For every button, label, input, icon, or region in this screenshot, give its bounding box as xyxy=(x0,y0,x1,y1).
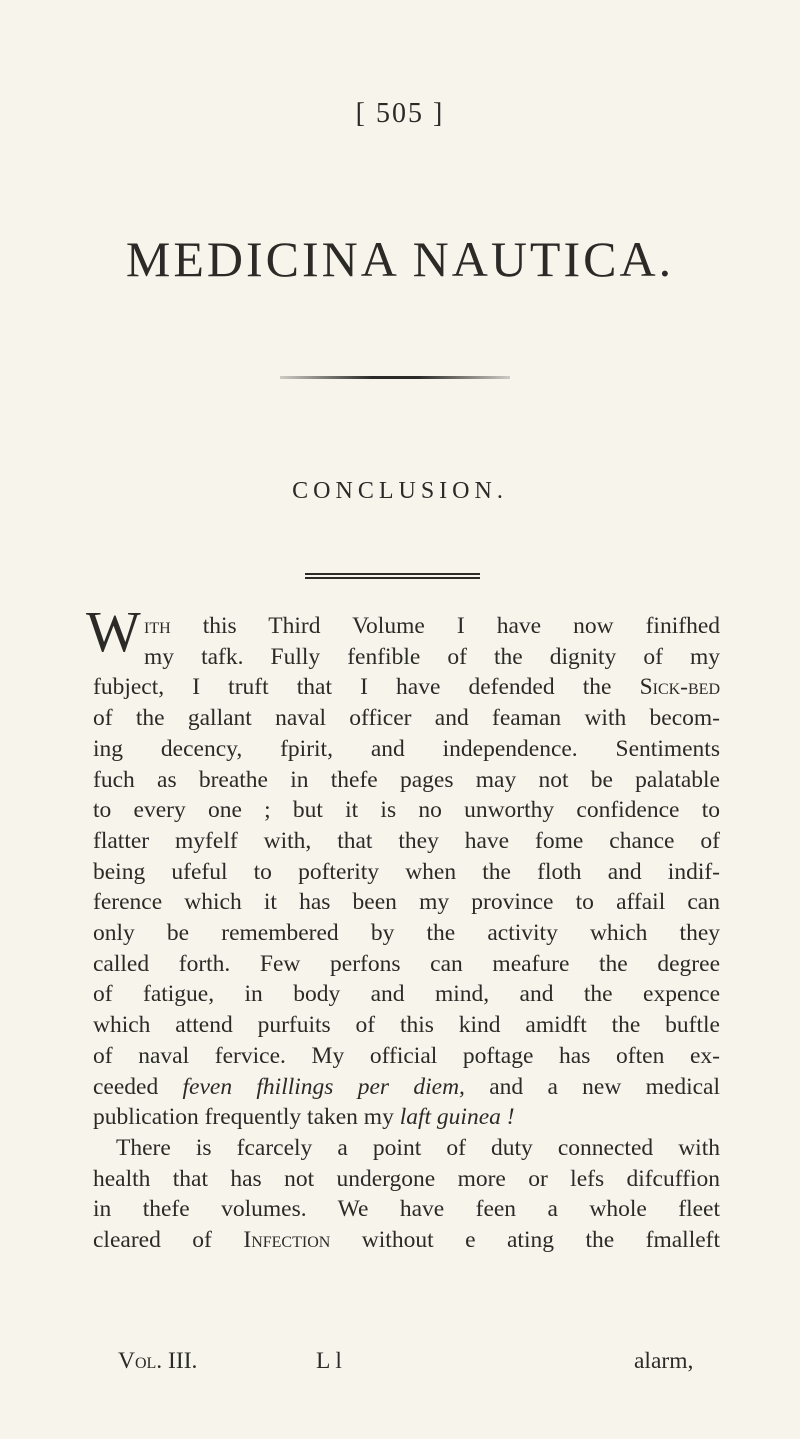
text-line: health that has not undergone more or lefs difcuffion xyxy=(93,1165,720,1192)
text-line: ith this Third Volume I have now finifhed xyxy=(144,613,720,639)
double-rule xyxy=(305,573,480,579)
volume-label: Vol. III. xyxy=(118,1348,198,1374)
text-line: publication frequently taken my laft guinea ! xyxy=(93,1104,515,1131)
page-number: [ 505 ] xyxy=(355,98,445,129)
text-line: flatter myfelf with, that they have fome chance of xyxy=(93,827,720,854)
text-line: cleared of Infection without e ating the fmalleft xyxy=(93,1227,721,1254)
drop-cap: W xyxy=(86,599,141,664)
text-line: called forth. Few perfons can meafure the degree xyxy=(93,950,720,977)
text-line: in thefe volumes. We have feen a whole fleet xyxy=(93,1196,720,1223)
text-line: There is fcarcely a point of duty connected with xyxy=(116,1134,720,1161)
text-line: of fatigue, in body and mind, and the expence xyxy=(93,981,720,1008)
text-line: fubject, I truft that I have defended the Sick-bed xyxy=(93,674,721,701)
ornamental-rule xyxy=(280,376,510,379)
page-footer xyxy=(93,1346,720,1376)
text-line: to every one ; but it is no unworthy confidence to xyxy=(93,797,720,824)
section-heading: CONCLUSION. xyxy=(292,478,508,504)
signature-mark: L l xyxy=(316,1348,342,1374)
text-line: only be remembered by the activity which they xyxy=(93,920,720,947)
text-line: being ufeful to pofterity when the floth and indif- xyxy=(93,858,720,885)
text-line: ceeded feven fhillings per diem, and a new medical xyxy=(93,1073,720,1100)
catchword: alarm, xyxy=(634,1348,694,1374)
text-line: ing decency, fpirit, and independence. Sentiments xyxy=(93,735,720,762)
text-line: fuch as breathe in thefe pages may not be palatable xyxy=(93,766,720,793)
text-line: my tafk. Fully fenfible of the dignity of my xyxy=(144,643,720,670)
text-line: of naval fervice. My official poftage has often ex- xyxy=(93,1042,720,1069)
text-line: of the gallant naval officer and feaman with becom- xyxy=(93,705,720,732)
body-text xyxy=(86,599,721,1256)
text-line: which attend purfuits of this kind amidft the buftle xyxy=(93,1012,720,1039)
page-title: MEDICINA NAUTICA. xyxy=(125,231,675,287)
text-line: ference which it has been my province to affail can xyxy=(93,889,720,916)
